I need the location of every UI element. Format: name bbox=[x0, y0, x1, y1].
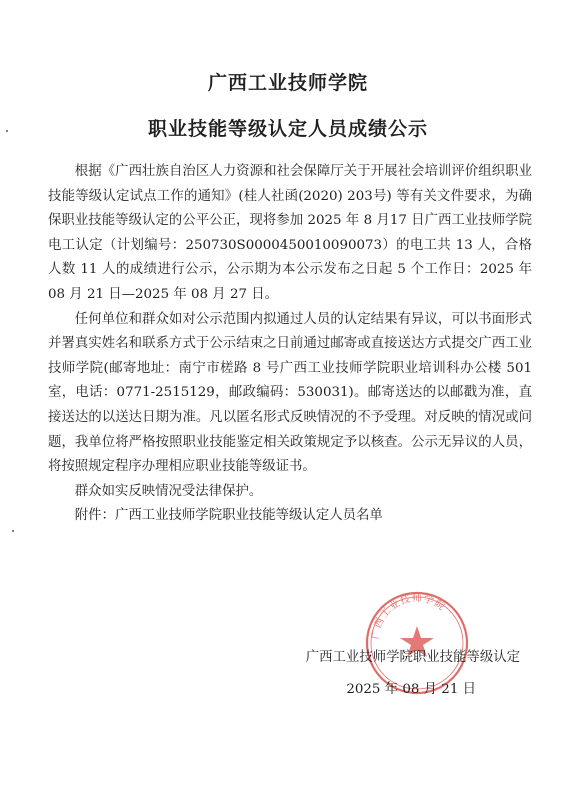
document-subtitle: 职业技能等级认定人员成绩公示 bbox=[147, 118, 428, 140]
paragraph-1: 根据《广西壮族自治区人力资源和社会保障厅关于开展社会培训评价组织职业技能等级认定试点工作的通知》(桂人社函(2020) 203号) 等有关文件要求，为确保职业技能等级认定的公平公正，现将参加 2025 年 8 月17 日广西工业技师学院电工认定（计划编号：250730S0000450010090073）的电工共 13 人，合格人数 11 人的成绩进行公示，公示期为本公示发布之日起 5 个工作日：2025 年 08 月 21 日—2025 年 08 月 27 日。 bbox=[48, 164, 532, 302]
document-body bbox=[48, 160, 532, 529]
signature-date: 2025 年 08 月 21 日 bbox=[346, 682, 476, 697]
paragraph-2: 任何单位和群众如对公示范围内拟通过人员的认定结果有异议，可以书面形式并署真实姓名和联系方式于公示结束之日前通过邮寄或直接送达方式提交广西工业技师学院(邮寄地址：南宁市槎路 8 号广西工业技师学院职业培训科办公楼 501 室，电话：0771-2515129，邮政编码：530031)。邮寄送达的以邮戳为准，直接送达的以送达日期为准。凡以匿名形式反映情况的不予受理。对反映的情况或问题，我单位将严格按照职业技能鉴定相关政策规定予以核查。公示无异议的人员，将按照规定程序办理相应职业技能等级证书。 bbox=[48, 311, 532, 475]
seal-text: 广西工业技师学院 bbox=[370, 593, 448, 641]
svg-text:广西工业技师学院 bbox=[369, 591, 449, 640]
document-title: 广西工业技师学院 bbox=[207, 72, 368, 94]
paragraph-4-attachment: 附件：广西工业技师学院职业技能等级认定人员名单 bbox=[74, 508, 383, 524]
paragraph-3: 群众如实反映情况受法律保护。 bbox=[74, 483, 263, 499]
scan-speck bbox=[6, 130, 8, 132]
signature-organization: 广西工业技师学院职业技能等级认定 bbox=[305, 650, 520, 665]
scan-speck bbox=[12, 530, 14, 532]
